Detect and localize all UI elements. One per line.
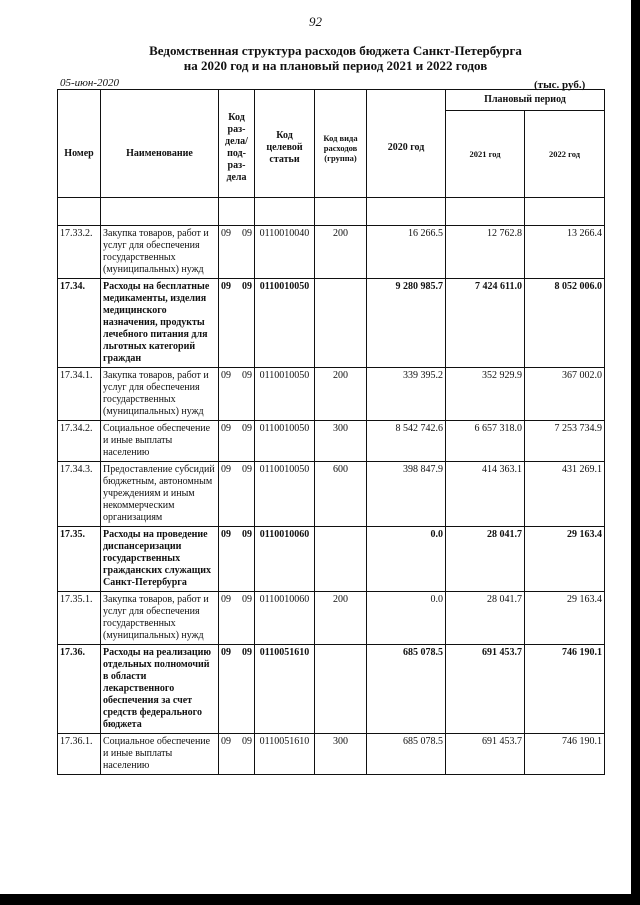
- row-expense-type: 300: [315, 734, 367, 775]
- row-name: Социальное обеспечение и иные выплаты населению: [101, 421, 219, 462]
- row-number: 17.34.: [58, 279, 101, 368]
- header-expense-type: Код вида расходов (группа): [315, 90, 367, 198]
- subsection-code: 09: [242, 647, 252, 658]
- table-row: [58, 734, 605, 775]
- section-code: 09: [221, 228, 231, 239]
- row-amount-2020: 398 847.9: [367, 462, 446, 527]
- subsection-code: 09: [242, 423, 252, 434]
- row-name: Закупка товаров, работ и услуг для обеспечения государственных (муниципальных) нужд: [101, 592, 219, 645]
- row-name: Расходы на реализацию отдельных полномочий в области лекарственного обеспечения за счет средств федерального бюджета: [101, 645, 219, 734]
- subsection-code: 09: [242, 281, 252, 292]
- row-target-code: 0110010060: [255, 592, 315, 645]
- row-name: Социальное обеспечение и иные выплаты населению: [101, 734, 219, 775]
- table-row: [58, 226, 605, 279]
- header-number: Номер: [58, 90, 101, 198]
- table-row: [58, 368, 605, 421]
- units-label: (тыс. руб.): [534, 79, 586, 91]
- row-target-code: 0110051610: [255, 734, 315, 775]
- budget-table: [57, 89, 605, 775]
- subsection-code: 09: [242, 594, 252, 605]
- header-name: Наименование: [101, 90, 219, 198]
- row-amount-2021: 6 657 318.0: [446, 421, 525, 462]
- row-name: Расходы на проведение диспансеризации государственных гражданских служащих Санкт-Петербурга: [101, 527, 219, 592]
- table-row: [58, 421, 605, 462]
- row-amount-2022: 13 266.4: [525, 226, 605, 279]
- document-date: 05-июн-2020: [60, 77, 120, 89]
- row-section-code: [219, 645, 255, 734]
- row-number: 17.34.1.: [58, 368, 101, 421]
- section-code: 09: [221, 464, 231, 475]
- row-amount-2020: 0.0: [367, 527, 446, 592]
- row-target-code: 0110010050: [255, 421, 315, 462]
- row-name: Расходы на бесплатные медикаменты, изделия медицинского назначения, продукты лечебного питания для льготных категорий граждан: [101, 279, 219, 368]
- table-row: [58, 527, 605, 592]
- table-body: [58, 226, 605, 775]
- row-number: 17.33.2.: [58, 226, 101, 279]
- row-section-code: [219, 368, 255, 421]
- row-expense-type: 300: [315, 421, 367, 462]
- row-expense-type: 600: [315, 462, 367, 527]
- row-amount-2022: 746 190.1: [525, 645, 605, 734]
- row-section-code: [219, 421, 255, 462]
- header-spacer-row: [58, 198, 605, 226]
- row-amount-2021: 691 453.7: [446, 734, 525, 775]
- section-code: 09: [221, 736, 231, 747]
- row-section-code: [219, 279, 255, 368]
- row-amount-2020: 0.0: [367, 592, 446, 645]
- subsection-code: 09: [242, 228, 252, 239]
- header-year-2022: 2022 год: [525, 111, 605, 198]
- section-code: 09: [221, 529, 231, 540]
- row-number: 17.36.: [58, 645, 101, 734]
- row-amount-2020: 9 280 985.7: [367, 279, 446, 368]
- row-expense-type: 200: [315, 368, 367, 421]
- row-amount-2020: 8 542 742.6: [367, 421, 446, 462]
- row-amount-2022: 746 190.1: [525, 734, 605, 775]
- row-section-code: [219, 527, 255, 592]
- section-code: 09: [221, 594, 231, 605]
- row-amount-2022: 29 163.4: [525, 527, 605, 592]
- row-amount-2022: 367 002.0: [525, 368, 605, 421]
- page-number: 92: [309, 14, 322, 29]
- row-amount-2021: 12 762.8: [446, 226, 525, 279]
- row-number: 17.36.1.: [58, 734, 101, 775]
- row-amount-2022: 8 052 006.0: [525, 279, 605, 368]
- row-amount-2021: 352 929.9: [446, 368, 525, 421]
- header-section-code: Код раз- дела/ под- раз- дела: [219, 90, 255, 198]
- row-section-code: [219, 734, 255, 775]
- row-section-code: [219, 226, 255, 279]
- section-code: 09: [221, 370, 231, 381]
- header-planned-period: Плановый период: [446, 90, 605, 111]
- row-amount-2021: 28 041.7: [446, 592, 525, 645]
- subsection-code: 09: [242, 370, 252, 381]
- row-section-code: [219, 462, 255, 527]
- table-row: [58, 592, 605, 645]
- subsection-code: 09: [242, 736, 252, 747]
- row-amount-2020: 16 266.5: [367, 226, 446, 279]
- section-code: 09: [221, 647, 231, 658]
- row-amount-2021: 28 041.7: [446, 527, 525, 592]
- row-number: 17.34.2.: [58, 421, 101, 462]
- row-expense-type: 200: [315, 592, 367, 645]
- row-expense-type: [315, 527, 367, 592]
- row-name: Закупка товаров, работ и услуг для обеспечения государственных (муниципальных) нужд: [101, 368, 219, 421]
- row-target-code: 0110010060: [255, 527, 315, 592]
- row-target-code: 0110010050: [255, 279, 315, 368]
- row-target-code: 0110010040: [255, 226, 315, 279]
- table-row: [58, 279, 605, 368]
- title-line-2: на 2020 год и на плановый период 2021 и 2022 годов: [183, 58, 488, 73]
- row-amount-2020: 339 395.2: [367, 368, 446, 421]
- subsection-code: 09: [242, 464, 252, 475]
- row-amount-2021: 7 424 611.0: [446, 279, 525, 368]
- row-expense-type: [315, 645, 367, 734]
- row-amount-2020: 685 078.5: [367, 645, 446, 734]
- table-row: [58, 645, 605, 734]
- section-code: 09: [221, 423, 231, 434]
- row-expense-type: 200: [315, 226, 367, 279]
- scan-edge-right: [631, 0, 640, 905]
- row-amount-2021: 691 453.7: [446, 645, 525, 734]
- row-amount-2022: 7 253 734.9: [525, 421, 605, 462]
- row-number: 17.34.3.: [58, 462, 101, 527]
- row-number: 17.35.1.: [58, 592, 101, 645]
- row-expense-type: [315, 279, 367, 368]
- subsection-code: 09: [242, 529, 252, 540]
- header-year-2020: 2020 год: [367, 90, 446, 198]
- table-row: [58, 462, 605, 527]
- row-section-code: [219, 592, 255, 645]
- row-name: Закупка товаров, работ и услуг для обеспечения государственных (муниципальных) нужд: [101, 226, 219, 279]
- row-target-code: 0110010050: [255, 368, 315, 421]
- row-target-code: 0110010050: [255, 462, 315, 527]
- row-target-code: 0110051610: [255, 645, 315, 734]
- row-amount-2020: 685 078.5: [367, 734, 446, 775]
- document-title: [60, 43, 611, 73]
- section-code: 09: [221, 281, 231, 292]
- row-name: Предоставление субсидий бюджетным, автономным учреждениям и иным некоммерческим организациям: [101, 462, 219, 527]
- row-amount-2022: 431 269.1: [525, 462, 605, 527]
- header-year-2021: 2021 год: [446, 111, 525, 198]
- row-amount-2021: 414 363.1: [446, 462, 525, 527]
- header-target-code: Код целевой статьи: [255, 90, 315, 198]
- title-line-1: Ведомственная структура расходов бюджета Санкт-Петербурга: [149, 43, 522, 58]
- scan-edge-bottom: [0, 894, 640, 905]
- row-number: 17.35.: [58, 527, 101, 592]
- row-amount-2022: 29 163.4: [525, 592, 605, 645]
